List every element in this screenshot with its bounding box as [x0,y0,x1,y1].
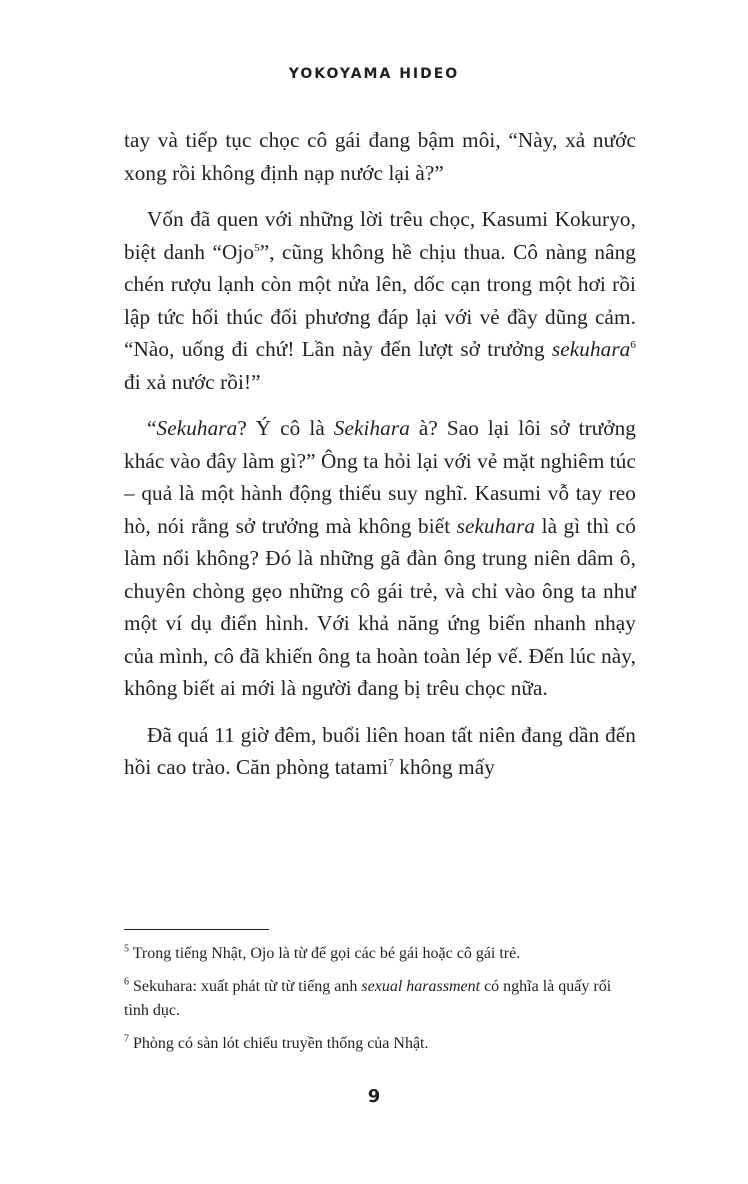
footnote-ref-5[interactable]: 5 [254,241,260,254]
italic-term: Sekuhara [156,416,238,440]
paragraph-3 [124,412,636,705]
footnote-number: 6 [124,976,129,988]
text: không mấy [393,755,495,779]
footnote-text: có nghĩa là quấy rối tình dục. [124,978,612,1019]
text: ”, cũng không hề chịu thua. Cô nàng nâng chén rượu lạnh còn một nửa lên, dốc cạn trong một hơi rồi lập tức hối thúc đối phương đáp lại với vẻ đầy dũng cảm. “Nào, uống đi chứ! Lần này đến lượt sở trưởng [124,239,637,361]
footnote-number: 5 [124,943,129,955]
text: Đã quá 11 giờ đêm, buổi liên hoan tất niên đang dần đến hồi cao trào. Căn phòng tatami [124,722,636,779]
footnote-5 [124,942,636,966]
footnote-ref-7[interactable]: 7 [388,756,394,769]
paragraph-2 [124,203,636,398]
footnote-text: Phòng có sàn lót chiếu truyền thống của Nhật. [129,1035,429,1052]
page-number: 9 [367,1086,381,1107]
text: ? Ý cô là [237,416,334,440]
body-text [124,124,636,798]
running-head: YOKOYAMA HIDEO [288,66,460,82]
footnote-ref-6[interactable]: 6 [630,338,636,351]
footnote-text: Trong tiếng Nhật, Ojo là từ để gọi các bé gái hoặc cô gái trẻ. [129,945,521,962]
text: Vốn đã quen với những lời trêu chọc, Kasumi Kokuryo, biệt danh “Ojo [124,207,636,264]
footnote-text: Sekuhara: xuất phát từ từ tiếng anh [129,978,362,995]
text: à? Sao lại lôi sở trưởng khác vào đây làm gì?” Ông ta hỏi lại với vẻ mặt nghiêm túc – quả là một hành động thiếu suy nghĩ. Kasumi vỗ tay reo hò, nói rằng sở trưởng mà không biết [124,416,636,538]
text: đi xả nước rồi!” [124,369,261,394]
text: là gì thì có làm nổi không? Đó là những gã đàn ông trung niên dâm ô, chuyên chòng gẹo những cô gái trẻ, và chỉ vào ông ta như một ví dụ điển hình. Với khả năng ứng biến nhanh nhạy của mình, cô đã khiến ông ta hoàn toàn lép vế. Đến lúc này, không biết ai mới là người đang bị trêu chọc nữa. [124,513,637,700]
italic-term: Sekihara [333,416,410,440]
paragraph-4 [124,719,636,784]
text: tay và tiếp tục chọc cô gái đang bậm môi, “Này, xả nước xong rồi không định nạp nước lại à?” [124,128,636,185]
footnote-divider [124,929,269,930]
italic-term: sexual harassment [361,978,481,995]
paragraph-1 [124,124,636,189]
italic-term: sekuhara [456,513,536,538]
text: “ [147,416,157,440]
footnotes [124,942,636,1065]
footnote-7 [124,1032,636,1056]
footnote-number: 7 [124,1033,129,1045]
footnote-6 [124,975,636,1023]
italic-term: sekuhara [551,337,631,361]
